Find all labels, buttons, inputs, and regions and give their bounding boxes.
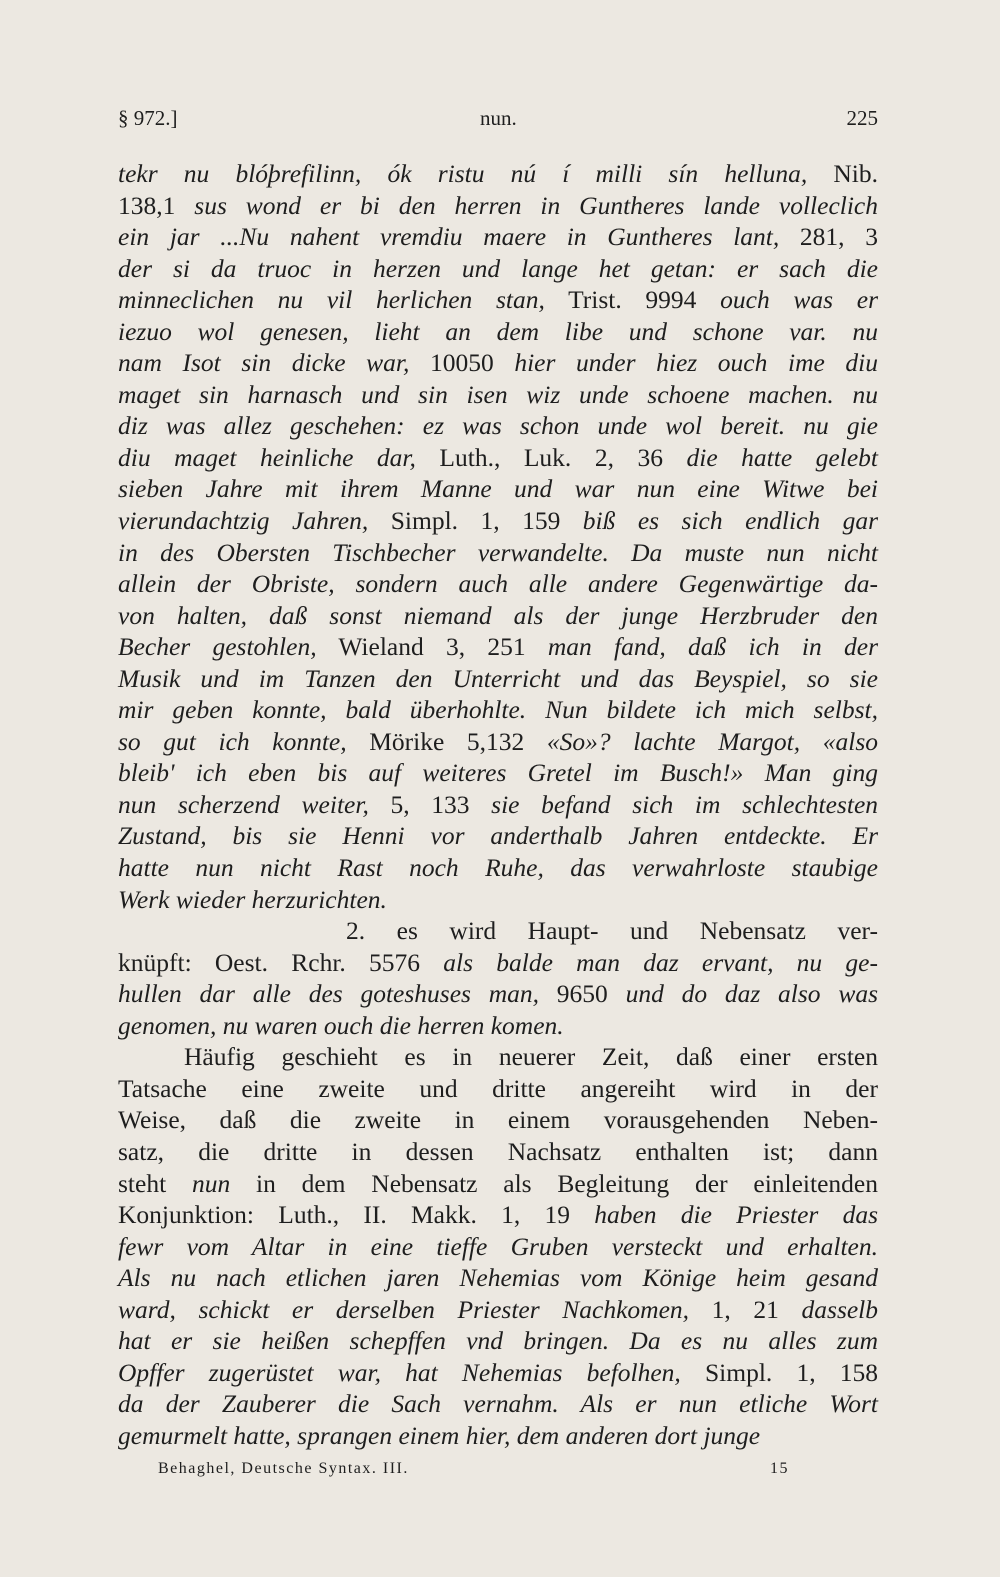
text-line: Häufig geschieht es in neuerer Zeit, daß einer ersten [184, 1042, 878, 1072]
page-body [118, 158, 878, 1451]
text-line: fewr vom Altar in eine tieffe Gruben versteckt und erhalten. [118, 1231, 878, 1261]
text-line: Weise, daß die zweite in einem vorausgehenden Neben- [118, 1105, 878, 1135]
text-line: 2. es wird Haupt- und Nebensatz ver- [346, 916, 878, 946]
text-line: Als nu nach etlichen jaren Nehemias vom Könige heim gesand [118, 1263, 878, 1293]
text-line: tekr nu blóþrefilinn, ók ristu nú í milli sín helluna, Nib. [118, 159, 879, 188]
text-line: vierundachtzig Jahren, Simpl. 1, 159 biß es sich endlich gar [118, 506, 879, 536]
footer-signature: Behaghel, Deutsche Syntax. III. [158, 1460, 409, 1477]
text-line: da der Zauberer die Sach vernahm. Als er nun etliche Wort [118, 1389, 878, 1419]
text-line: diz was allez geschehen: ez was schon unde wol bereit. nu gie [118, 411, 878, 441]
text-line: nun scherzend weiter, 5, 133 sie befand sich im schlechtesten [118, 789, 879, 819]
text-line: minneclichen nu vil herlichen stan, Trist. 9994 ouch was er [118, 285, 878, 315]
text-line: mir geben konnte, bald überhohlte. Nun bildete ich mich selbst, [118, 695, 878, 725]
text-line: Becher gestohlen, Wieland 3, 251 man fand, daß ich in der [118, 632, 879, 662]
text-line: Konjunktion: Luth., II. Makk. 1, 19 haben die Priester das [118, 1200, 878, 1230]
text-line: Tatsache eine zweite und dritte angereiht wird in der [118, 1073, 878, 1103]
footer-sheet-number: 15 [770, 1460, 789, 1477]
text-line: knüpft: Oest. Rchr. 5576 als balde man daz ervant, nu ge- [118, 947, 878, 977]
text-line: 138,1 sus wond er bi den herren in Guntheres lande volleclich [118, 190, 878, 220]
text-line: hatte nun nicht Rast noch Ruhe, das verwahrloste staubige [118, 853, 878, 883]
text-line: Musik und im Tanzen den Unterricht und das Beyspiel, so sie [118, 663, 878, 693]
text-line: allein der Obriste, sondern auch alle andere Gegenwärtige da- [118, 569, 878, 599]
text-line: iezuo wol genesen, lieht an dem libe und schone var. nu [118, 316, 878, 346]
text-line: satz, die dritte in dessen Nachsatz enthalten ist; dann [118, 1136, 878, 1166]
page-footer [158, 1460, 798, 1478]
section-reference: § 972.] [118, 106, 178, 130]
text-line: ein jar ...Nu nahent vremdiu maere in Guntheres lant, 281, 3 [118, 222, 878, 252]
text-line: bleib' ich eben bis auf weiteres Gretel im Busch!» Man ging [118, 758, 878, 788]
page-header [118, 106, 878, 138]
text-line: so gut ich konnte, Mörike 5,132 «So»? lachte Margot, «also [118, 726, 878, 756]
text-line: nam Isot sin dicke war, 10050 hier under hiez ouch ime diu [118, 348, 878, 378]
text-line: in des Obersten Tischbecher verwandelte. Da muste nun nicht [118, 537, 878, 567]
text-line: steht nun in dem Nebensatz als Begleitung der einleitenden [118, 1168, 878, 1198]
text-line: hat er sie heißen schepffen vnd bringen. Da es nu alles zum [118, 1326, 878, 1356]
text-line: der si da truoc in herzen und lange het getan: er sach die [118, 253, 878, 283]
text-line: hullen dar alle des goteshuses man, 9650 und do daz also was [118, 979, 878, 1009]
text-line: Werk wieder herzurichten. [118, 884, 387, 914]
text-line: ward, schickt er derselben Priester Nachkomen, 1, 21 dasselb [118, 1294, 879, 1324]
running-title: nun. [480, 106, 517, 130]
page-number: 225 [846, 106, 878, 130]
text-line: von halten, daß sonst niemand als der junge Herzbruder den [118, 600, 878, 630]
text-line: sieben Jahre mit ihrem Manne und war nun eine Witwe bei [118, 474, 878, 504]
text-line: diu maget heinliche dar, Luth., Luk. 2, 36 die hatte gelebt [118, 442, 878, 472]
text-line: Opffer zugerüstet war, hat Nehemias befolhen, Simpl. 1, 158 [118, 1357, 879, 1387]
text-line: gemurmelt hatte, sprangen einem hier, dem anderen dort junge [118, 1420, 761, 1450]
text-line: Zustand, bis sie Henni vor anderthalb Jahren entdeckte. Er [118, 821, 878, 851]
text-line: genomen, nu waren ouch die herren komen. [118, 1010, 564, 1040]
text-line: maget sin harnasch und sin isen wiz unde schoene machen. nu [118, 379, 878, 409]
